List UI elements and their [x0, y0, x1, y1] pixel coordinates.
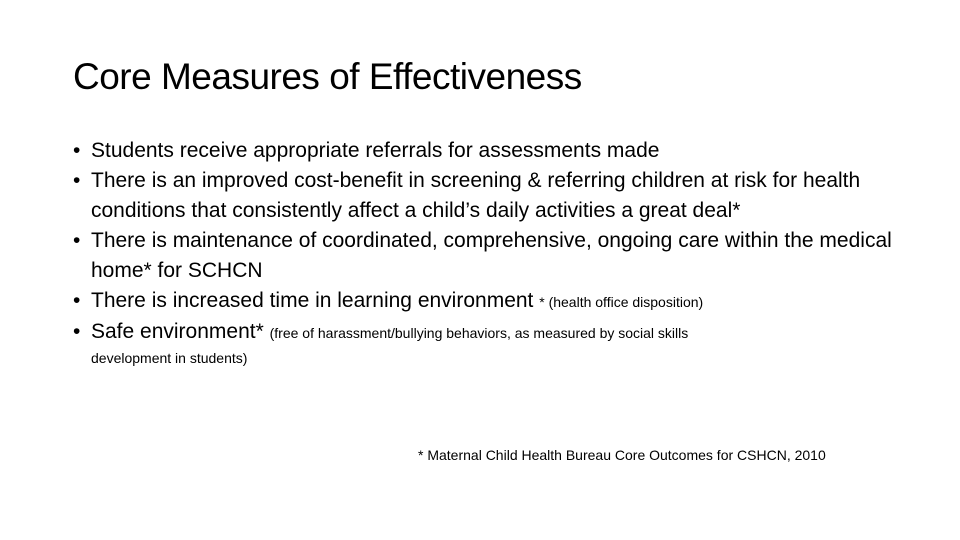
bullet-note: (free of harassment/bullying behaviors, as measured by social skills: [269, 325, 689, 341]
bullet-item: [73, 226, 893, 286]
bullet-dot: •: [73, 139, 81, 162]
bullet-item: [73, 166, 893, 226]
footnote: * Maternal Child Health Bureau Core Outcomes for CSHCN, 2010: [418, 447, 826, 463]
bullet-note-continued: development in students): [91, 350, 248, 366]
bullet-text: There is increased time in learning environment: [91, 289, 534, 312]
slide-title: Core Measures of Effectiveness: [73, 56, 582, 97]
bullet-list: [73, 136, 893, 368]
bullet-dot: •: [73, 320, 81, 343]
bullet-item: [73, 286, 893, 317]
bullet-text: Students receive appropriate referrals for assessments made: [91, 139, 660, 162]
bullet-text: There is an improved cost-benefit in screening & referring children at risk for health conditions that consistently affect a child’s daily activities a great deal*: [91, 169, 861, 222]
bullet-item: [73, 317, 893, 368]
bullet-text: Safe environment*: [91, 320, 264, 343]
bullet-note: * (health office disposition): [539, 294, 704, 310]
bullet-dot: •: [73, 229, 81, 252]
bullet-item: [73, 136, 893, 166]
bullet-text: There is maintenance of coordinated, comprehensive, ongoing care within the medical home* for SCHCN: [91, 229, 892, 282]
bullet-dot: •: [73, 289, 81, 312]
bullet-dot: •: [73, 169, 81, 192]
